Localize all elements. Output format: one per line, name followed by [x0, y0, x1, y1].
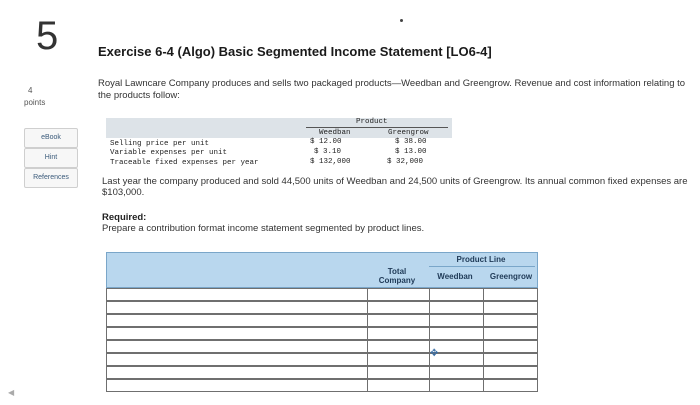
answer-label-cell[interactable] — [107, 315, 367, 326]
answer-row — [106, 379, 538, 392]
answer-label-cell[interactable] — [107, 367, 367, 378]
answer-row — [106, 340, 538, 353]
answer-value-cell[interactable] — [483, 367, 540, 378]
answer-table-header — [106, 252, 538, 288]
points-value: 4 — [28, 86, 33, 95]
product-line-rule — [429, 266, 535, 267]
points-label: points — [24, 98, 46, 107]
answer-label-cell[interactable] — [107, 328, 367, 339]
answer-value-cell[interactable] — [367, 341, 430, 352]
given-row-label: Variable expenses per unit — [110, 149, 228, 157]
answer-value-cell[interactable] — [429, 380, 484, 391]
answer-value-cell[interactable] — [429, 302, 484, 313]
answer-label-cell[interactable] — [107, 380, 367, 391]
answer-value-cell[interactable] — [483, 328, 540, 339]
references-button[interactable]: References — [24, 168, 78, 188]
nav-arrow-icon[interactable]: ◀ — [8, 388, 15, 397]
answer-label-cell[interactable] — [107, 341, 367, 352]
given-row-value: $ 12.00 — [310, 138, 342, 146]
given-row-label: Traceable fixed expenses per year — [110, 159, 259, 167]
answer-row — [106, 314, 538, 327]
given-group-header: Product — [356, 118, 388, 126]
answer-label-cell[interactable] — [107, 302, 367, 313]
total-company-header: Total Company — [378, 267, 416, 285]
answer-row — [106, 353, 538, 366]
answer-value-cell[interactable] — [429, 315, 484, 326]
answer-value-cell[interactable] — [367, 380, 430, 391]
answer-value-cell[interactable] — [429, 289, 484, 300]
answer-value-cell[interactable] — [367, 367, 430, 378]
answer-value-cell[interactable] — [429, 367, 484, 378]
given-row-value: $ 132,000 — [310, 158, 351, 166]
cursor-dot-icon — [400, 19, 403, 22]
answer-row — [106, 366, 538, 379]
exercise-paragraph: Last year the company produced and sold 44,500 units of Weedban and 24,500 units of Greengrow. Its annual common fixed expenses are $103,000. — [102, 176, 688, 198]
answer-table — [106, 252, 538, 392]
hint-button[interactable]: Hint — [24, 148, 78, 168]
answer-value-cell[interactable] — [367, 315, 430, 326]
given-row-value: $ 32,000 — [387, 158, 424, 166]
answer-label-cell[interactable] — [107, 289, 367, 300]
given-row-value: $ 13.00 — [395, 148, 427, 156]
answer-value-cell[interactable] — [483, 380, 540, 391]
given-col-weedban: Weedban — [319, 129, 351, 137]
given-row-value: $ 38.00 — [395, 138, 427, 146]
exercise-intro: Royal Lawncare Company produces and sells two packaged products—Weedban and Greengrow. Revenue and cost information relating to the products follow: — [98, 78, 686, 101]
given-row-label: Selling price per unit — [110, 140, 210, 148]
answer-value-cell[interactable] — [367, 289, 430, 300]
question-number: 5 — [36, 14, 59, 58]
weedban-header: Weedban — [437, 272, 473, 281]
answer-value-cell[interactable] — [483, 354, 540, 365]
answer-value-cell[interactable] — [429, 328, 484, 339]
ebook-button[interactable]: eBook — [24, 128, 78, 148]
product-line-header: Product Line — [456, 255, 506, 264]
answer-label-cell[interactable] — [107, 354, 367, 365]
move-cursor-icon: ✥ — [430, 348, 439, 359]
given-data-table — [106, 118, 452, 168]
answer-value-cell[interactable] — [483, 315, 540, 326]
answer-value-cell[interactable] — [367, 302, 430, 313]
exercise-title: Exercise 6-4 (Algo) Basic Segmented Income Statement [LO6-4] — [98, 44, 492, 59]
required-heading: Required: — [102, 212, 147, 223]
answer-row — [106, 301, 538, 314]
required-text: Prepare a contribution format income statement segmented by product lines. — [102, 223, 425, 234]
answer-row — [106, 327, 538, 340]
answer-value-cell[interactable] — [483, 289, 540, 300]
answer-value-cell[interactable] — [367, 354, 430, 365]
given-header-rule — [306, 127, 448, 128]
given-col-greengrow: Greengrow — [388, 129, 429, 137]
given-row-value: $ 3.10 — [314, 148, 342, 156]
answer-value-cell[interactable] — [367, 328, 430, 339]
answer-value-cell[interactable] — [483, 341, 540, 352]
answer-row — [106, 288, 538, 301]
greengrow-header: Greengrow — [489, 272, 533, 281]
answer-value-cell[interactable] — [483, 302, 540, 313]
